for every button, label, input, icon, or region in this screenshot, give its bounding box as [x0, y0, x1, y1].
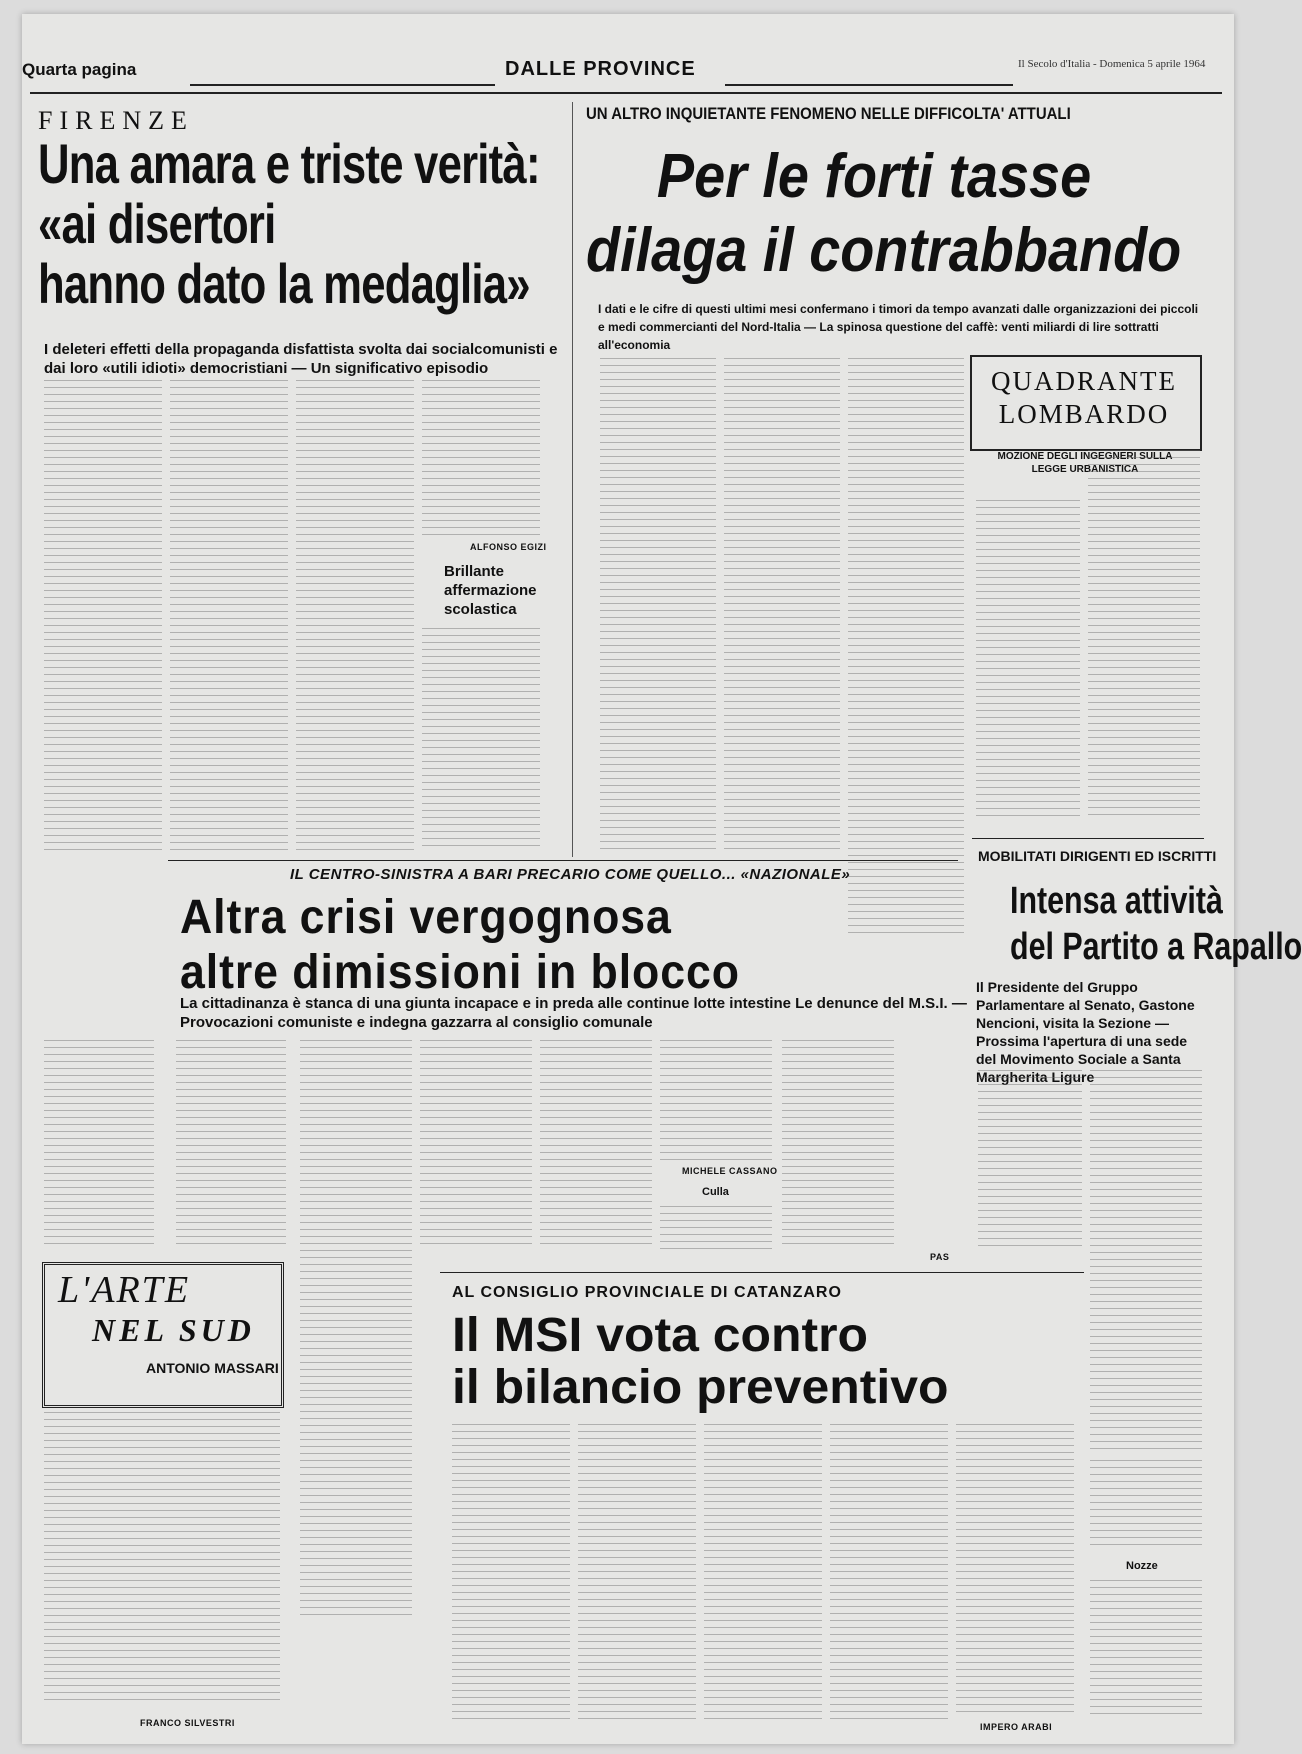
- article-column: [956, 1424, 1074, 1714]
- article-column: [44, 380, 162, 850]
- article-column: [540, 1040, 652, 1250]
- article-column: [170, 380, 288, 850]
- header-rule-right: [725, 84, 1013, 86]
- headline-rapallo: [1010, 878, 1302, 970]
- article-column: [1090, 1070, 1202, 1450]
- subhead-rapallo: Il Presidente del Gruppo Parlamentare al Senato, Gastone Nencioni, visita la Sezione — Prossima l'apertura di una sede del Movimento Sociale a Santa Margherita Ligure: [976, 979, 1195, 1085]
- headline-line: altre dimissioni in blocco: [180, 946, 740, 999]
- article-column: [976, 500, 1080, 820]
- headline-line: del Partito a Rapallo: [1010, 926, 1302, 968]
- section-rule: [440, 1272, 1084, 1273]
- page-section-label: Quarta pagina: [22, 60, 137, 79]
- byline-arte: FRANCO SILVESTRI: [140, 1718, 235, 1728]
- article-location: FIRENZE: [38, 106, 194, 135]
- article-column: [660, 1206, 772, 1250]
- article-column: [300, 1040, 412, 1620]
- byline-rapallo: PAS: [930, 1252, 950, 1262]
- kicker-tasse: UN ALTRO INQUIETANTE FENOMENO NELLE DIFFICOLTA' ATTUALI: [586, 104, 1071, 123]
- headline-bari: [180, 890, 831, 1000]
- byline-catanzaro: IMPERO ARABI: [980, 1722, 1053, 1732]
- article-column: [452, 1424, 570, 1724]
- headline-line: il bilancio preventivo: [452, 1361, 949, 1414]
- headline-line: Altra crisi vergognosa: [180, 891, 672, 944]
- article-column: [1088, 450, 1200, 820]
- article-column: [830, 1424, 948, 1724]
- subhead-firenze: I deleteri effetti della propaganda disfattista svolta dai socialcomunisti e dai loro «utili idioti» democristiani — Un significativo episodio: [44, 341, 558, 377]
- nozze-heading: Nozze: [1126, 1560, 1158, 1572]
- article-column: [44, 1412, 280, 1702]
- culla-heading: Culla: [702, 1186, 729, 1198]
- headline-line: dilaga il contrabbando: [586, 216, 1182, 285]
- subhead-tasse: I dati e le cifre di questi ultimi mesi confermano i timori da tempo avanzati dalle organizzazioni dei piccoli e medi commercianti del Nord-Italia — La spinosa questione del caffè: venti miliardi di lire sottratti all'economia: [598, 302, 1199, 352]
- quadrante-subtitle: MOZIONE DEGLI INGEGNERI SULLA LEGGE URBANISTICA: [997, 451, 1173, 475]
- article-column: [578, 1424, 696, 1724]
- arte-title-line: NEL SUD: [92, 1312, 255, 1348]
- headline-line: Una amara e triste verità:: [38, 132, 540, 195]
- headline-tasse: [586, 140, 1182, 288]
- arte-author: ANTONIO MASSARI: [146, 1360, 279, 1376]
- title-line: LOMBARDO: [998, 399, 1170, 429]
- headline-line: hanno dato la medaglia»: [38, 252, 530, 315]
- article-column: [600, 358, 716, 850]
- article-column: [422, 628, 540, 850]
- headline-line: Il MSI vota contro: [452, 1309, 869, 1362]
- article-column: [296, 380, 414, 850]
- article-column: [44, 1040, 154, 1250]
- section-rule: [168, 860, 958, 861]
- article-column: [704, 1424, 822, 1724]
- masthead-rule: [30, 92, 1222, 94]
- headline-brillante: Brillante affermazione scolastica: [444, 563, 537, 618]
- article-column: [660, 1040, 772, 1160]
- subhead-bari: La cittadinanza è stanca di una giunta incapace e in preda alle continue lotte intestine Le denunce del M.S.I. — Provocazioni comuniste e indegna gazzarra al consiglio comunale: [180, 995, 967, 1031]
- article-column: [420, 1040, 532, 1250]
- headline-line: Intensa attività: [1010, 880, 1223, 922]
- page-title: DALLE PROVINCE: [505, 58, 696, 80]
- title-line: QUADRANTE: [991, 366, 1177, 396]
- kicker-rapallo: MOBILITATI DIRIGENTI ED ISCRITTI: [978, 848, 1217, 864]
- publication-date: Il Secolo d'Italia - Domenica 5 aprile 1964: [1018, 58, 1206, 70]
- byline-bari: MICHELE CASSANO: [682, 1166, 778, 1176]
- article-column: [1090, 1580, 1202, 1720]
- article-column: [1090, 1460, 1202, 1546]
- header-rule-left: [190, 84, 495, 86]
- headline-catanzaro: [452, 1310, 1076, 1414]
- article-column: [422, 380, 540, 540]
- kicker-catanzaro: AL CONSIGLIO PROVINCIALE DI CATANZARO: [452, 1284, 842, 1301]
- quadrante-title: [978, 365, 1190, 431]
- byline-firenze: ALFONSO EGIZI: [470, 542, 547, 552]
- article-column: [724, 358, 840, 850]
- headline-firenze: [38, 132, 540, 315]
- arte-title-line: L'ARTE: [58, 1269, 191, 1311]
- article-column: [978, 1070, 1082, 1250]
- kicker-bari: IL CENTRO-SINISTRA A BARI PRECARIO COME QUELLO... «NAZIONALE»: [290, 866, 851, 883]
- headline-line: Per le forti tasse: [656, 142, 1092, 211]
- article-column: [848, 358, 964, 938]
- column-divider: [572, 102, 573, 857]
- article-column: [176, 1040, 286, 1250]
- section-rule: [972, 838, 1204, 839]
- article-column: [782, 1040, 894, 1250]
- headline-line: «ai disertori: [38, 192, 276, 255]
